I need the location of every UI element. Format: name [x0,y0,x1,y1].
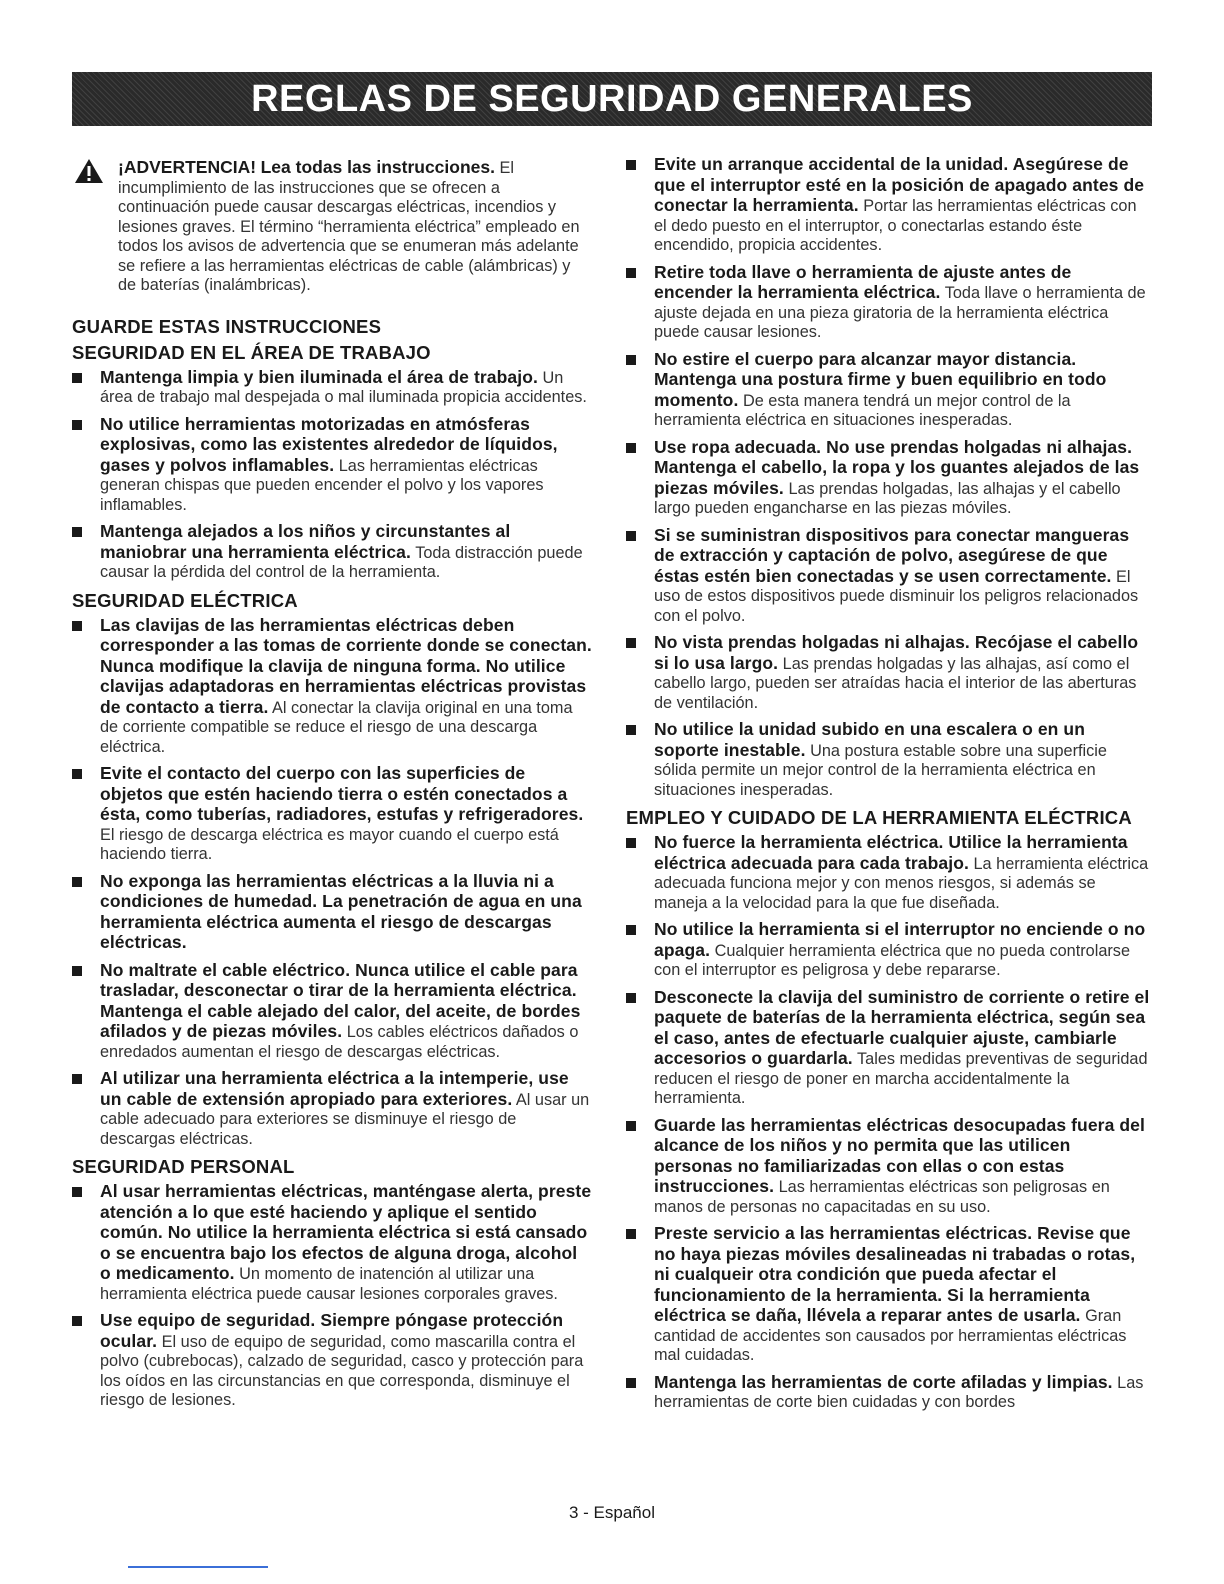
rule-item [626,263,1152,343]
rule-bold: No exponga las herramientas eléctricas a la lluvia ni a condiciones de humedad. La penetración de agua en una herramienta eléctrica aumenta el riesgo de descargas eléctricas. [100,870,582,952]
rule-item [72,1182,592,1304]
rule-item [626,1373,1152,1413]
rule-bold: Guarde las herramientas eléctricas desocupadas fuera del alcance de los niños y no permita que las utilicen personas no familiarizadas con ellas o con estas instrucciones. [654,1114,1145,1196]
warning-text: El incumplimiento de las instrucciones que se ofrecen a continuación puede causar descargas eléctricas, incendios y lesiones graves. El término “herramienta eléctrica” empleado en todos los avisos de advertencia que se enumeran más adelante se refiere a las herramientas eléctricas de cable (alámbricas) y de baterías (inalámbricas). [118,159,580,294]
save-instructions-heading: GUARDE ESTAS INSTRUCCIONES [72,315,382,337]
rule-bold: Mantenga limpia y bien iluminada el área de trabajo. [100,366,538,387]
rule-item [72,522,592,583]
rule-bold: Preste servicio a las herramientas eléctricas. Revise que no haya piezas móviles desalineadas ni trabadas o rotas, ni cualqueir otra condición que pueda afectar el funcionamiento de la herramienta. Si la herramienta eléctrica se daña, llévela a reparar antes de usarla. [654,1223,1136,1325]
rule-item [626,988,1152,1109]
rule-bold: Use equipo de seguridad. Siempre póngase protección ocular. [100,1310,564,1351]
title-banner [72,72,1152,126]
personal-list [72,1182,592,1411]
rule-text: El uso de equipo de seguridad, como mascarilla contra el polvo (cubrebocas), calzado de seguridad, casco y protección para los oídos en las circunstancias en que corresponda, disminuye el riesgo de lesiones. [100,1332,584,1409]
rule-item [72,368,592,408]
rule-item [72,764,592,865]
rule-bold: No estire el cuerpo para alcanzar mayor distancia. Mantenga una postura firme y buen equilibrio en todo momento. [654,348,1107,410]
warning-lead: Lea todas las instrucciones. [260,157,495,177]
electrical-heading: SEGURIDAD ELÉCTRICA [72,589,298,611]
rule-text: Gran cantidad de accidentes son causados por herramientas eléctricas mal cuidadas. [654,1307,1127,1364]
rule-item [626,1116,1152,1218]
link-underline [128,1566,268,1568]
rule-bold: No utilice la unidad subido en una escalera o en un soporte inestable. [654,719,1086,760]
rule-bold: Mantenga las herramientas de corte afiladas y limpias. [654,1371,1113,1392]
rule-text: La herramienta eléctrica adecuada funciona mejor y con menos riesgos, si además se maneja a la velocidad para la que fue diseñada. [654,854,1149,912]
rule-item [72,1069,592,1149]
rule-bold: Las clavijas de las herramientas eléctricas deben corresponder a las tomas de corriente donde se conectan. Nunca modifique la clavija de ninguna forma. No utilice clavijas adaptadoras en herramientas eléctricas provistas de contacto a tierra. [100,614,592,717]
rule-text: Al usar un cable adecuado para exteriores se disminuye el riesgo de descargas eléctricas. [100,1090,590,1148]
rule-item [626,920,1152,981]
rule-bold: Desconecte la clavija del suministro de corriente o retire el paquete de baterías de la herramienta eléctrica, según sea el caso, antes de efectuarle cualquier ajuste, cambiarle accesorios o guardarla. [654,986,1150,1068]
rule-bold: No fuerce la herramienta eléctrica. Utilice la herramienta eléctrica adecuada para cada trabajo. [654,832,1128,873]
rule-text: Al conectar la clavija original en una toma de corriente compatible se reduce el riesgo de una descarga eléctrica. [100,698,573,756]
tool-use-list [626,833,1152,1413]
rule-bold: No utilice la herramienta si el interruptor no enciende o no apaga. [654,919,1146,960]
personal-cont-list [626,155,1152,800]
left-column [72,158,592,1418]
rule-text: Los cables eléctricos dañados o enredados aumentan el riesgo de descargas eléctricas. [100,1023,579,1061]
rule-item [626,350,1152,431]
rule-bold: Si se suministran dispositivos para conectar mangueras de extracción y captación de polvo, asegúrese de que éstas estén bien conectadas y se usen correctamente. [654,524,1130,586]
tool-use-heading: EMPLEO Y CUIDADO DE LA HERRAMIENTA ELÉCTRICA [626,807,1132,828]
rule-text: Toda llave o herramienta de ajuste dejada en una pieza giratoria de la herramienta eléctrica puede causar lesiones. [654,284,1146,341]
rule-text: El uso de estos dispositivos puede disminuir los peligros relacionados con el polvo. [654,567,1139,625]
rule-item [72,616,592,758]
page-footer: 3 - Español [569,1503,655,1522]
personal-heading: SEGURIDAD PERSONAL [72,1156,295,1177]
warning-triangle-icon [74,158,104,184]
rule-item [72,872,592,954]
rule-bold: Al usar herramientas eléctricas, manténgase alerta, preste atención a lo que esté haciendo y aplique el sentido común. No utilice la herramienta eléctrica si está cansado o se encuentra bajo los efectos de alguna droga, alcohol o medicamento. [100,1181,592,1283]
electrical-list [72,616,592,1150]
rule-item [626,155,1152,256]
rule-bold: No vista prendas holgadas ni alhajas. Recójase el cabello si lo usa largo. [654,632,1139,673]
rule-bold: Retire toda llave o herramienta de ajuste antes de encender la herramienta eléctrica. [654,261,1072,302]
rule-item [626,833,1152,913]
rule-text: Tales medidas preventivas de seguridad reducen el riesgo de poner en marcha accidentalmente la herramienta. [654,1050,1148,1107]
rule-item [72,415,592,516]
rule-item [626,1224,1152,1366]
right-column [626,155,1152,1420]
rule-text: Las prendas holgadas, las alhajas y el cabello largo pueden engancharse en las piezas móviles. [654,479,1121,517]
rule-bold: Evite el contacto del cuerpo con las superficies de objetos que estén haciendo tierra o estén conectados a ésta, como tuberías, radiadores, estufas y refrigeradores. [100,763,584,824]
rule-item [626,720,1152,800]
rule-text: El riesgo de descarga eléctrica es mayor cuando el cuerpo está haciendo tierra. [100,825,559,863]
rule-item [626,526,1152,627]
page-title: REGLAS DE SEGURIDAD GENERALES [251,77,973,120]
rule-text: Un momento de inatención al utilizar una herramienta eléctrica puede causar lesiones corporales graves. [100,1265,558,1303]
rule-text: De esta manera tendrá un mejor control de la herramienta eléctrica en situaciones inesperadas. [654,391,1071,429]
rule-text: Un área de trabajo mal despejada o mal iluminada propicia accidentes. [100,368,587,406]
rule-text: Las herramientas eléctricas son peligrosas en manos de personas no capacitadas en su uso. [654,1178,1110,1216]
rule-item [72,961,592,1063]
rule-item [626,633,1152,713]
rule-text: Las prendas holgadas y las alhajas, así como el cabello largo, pueden ser atraídas hacia el interior de las aberturas de ventilación. [654,654,1137,712]
rule-item [626,438,1152,519]
rule-text: Una postura estable sobre una superficie sólida permite un mejor control de la herramienta eléctrica en situaciones inesperadas. [654,741,1107,799]
rule-text: Portar las herramientas eléctricas con el dedo puesto en el interruptor, o conectarlas estando éste encendido, propicia accidentes. [654,197,1137,254]
rule-text: Toda distracción puede causar la pérdida del control de la herramienta. [100,543,583,581]
rule-bold: Al utilizar una herramienta eléctrica a la intemperie, use un cable de extensión apropiado para exteriores. [100,1068,569,1109]
rule-bold: No maltrate el cable eléctrico. Nunca utilice el cable para trasladar, desconectar o tirar de la herramienta eléctrica. Mantenga el cable alejado del calor, del aceite, de bordes afilados y de piezas móviles. [100,959,581,1041]
warning-label: ¡ADVERTENCIA! [118,157,257,177]
rule-bold: No utilice herramientas motorizadas en atmósferas explosivas, como las existentes alrededor de líquidos, gases y polvos inflamables. [100,413,558,475]
rule-bold: Evite un arranque accidental de la unidad. Asegúrese de que el interruptor esté en la posición de apagado antes de conectar la herramienta. [654,154,1145,215]
rule-text: Cualquier herramienta eléctrica que no pueda controlarse con el interruptor es peligrosa y debe repararse. [654,941,1130,979]
warning-block [72,158,592,296]
rule-text: Las herramientas eléctricas generan chispas que pueden encender el polvo y los vapores inflamables. [100,456,544,514]
rule-bold: Use ropa adecuada. No use prendas holgadas ni alhajas. Mantenga el cabello, la ropa y los guantes alejados de las piezas móviles. [654,436,1140,498]
rule-text: Las herramientas de corte bien cuidadas y con bordes [654,1373,1144,1411]
work-area-heading: SEGURIDAD EN EL ÁREA DE TRABAJO [72,341,431,363]
work-area-list [72,368,592,583]
rule-bold: Mantenga alejados a los niños y circunstantes al maniobrar una herramienta eléctrica. [100,521,511,562]
rule-item [72,1311,592,1411]
